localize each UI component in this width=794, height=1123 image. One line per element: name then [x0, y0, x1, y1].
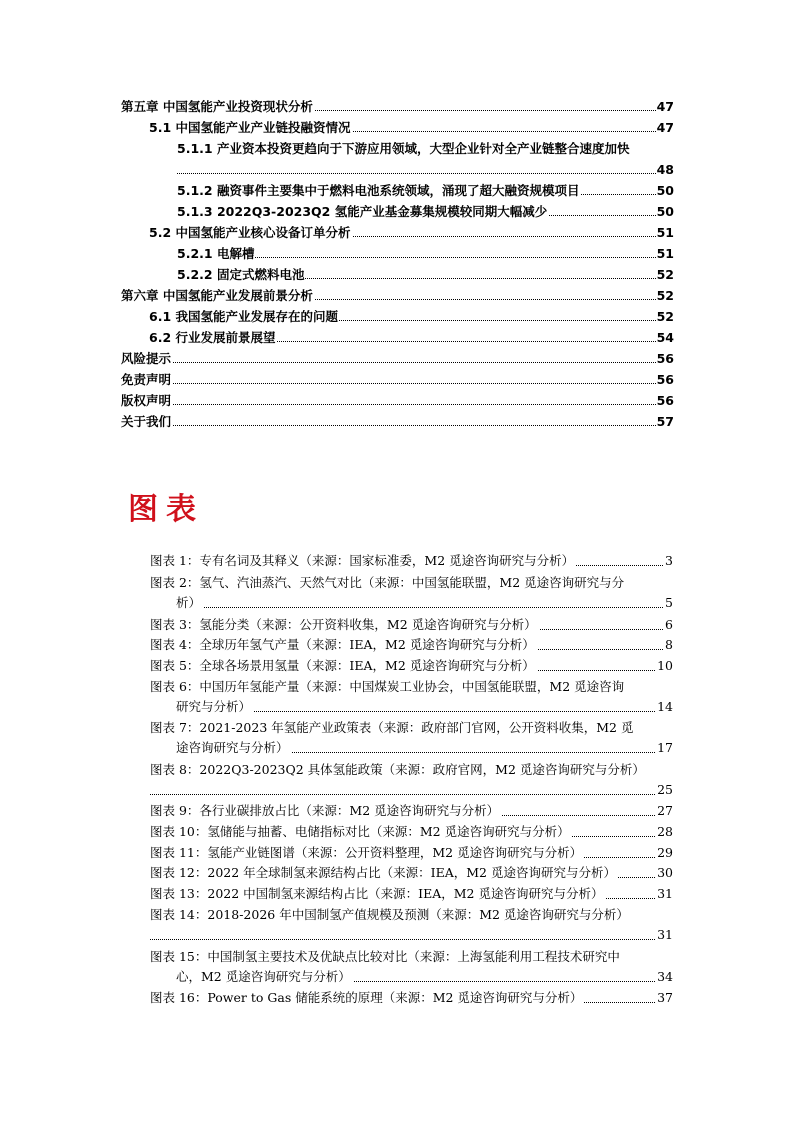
figure-label: 图表 2：氢气、汽油蒸汽、天然气对比（来源：中国氢能联盟，M2 觅途咨询研究与分 — [150, 575, 625, 590]
figure-entry-2[interactable] — [150, 573, 624, 593]
figure-entry-12[interactable] — [150, 863, 673, 883]
figure-entry-15-cont[interactable] — [176, 967, 673, 987]
toc-page: 54 — [656, 328, 674, 348]
figure-entry-4[interactable] — [150, 635, 673, 655]
toc-entry-chapter6[interactable] — [121, 286, 674, 306]
toc-label: 5.2.2 固定式燃料电池 — [177, 265, 305, 285]
figure-label: 图表 3：氢能分类（来源：公开资料收集，M2 觅途咨询研究与分析） — [150, 615, 539, 635]
toc-label: 版权声明 — [121, 391, 172, 411]
toc-entry-5-1[interactable] — [149, 118, 674, 138]
figure-entry-16[interactable] — [150, 988, 673, 1008]
toc-entry-5-1-1-cont[interactable] — [177, 160, 674, 180]
figure-label-cont: 心，M2 觅途咨询研究与分析） — [176, 967, 353, 987]
figure-label: 图表 6：中国历年氢能产量（来源：中国煤炭工业协会，中国氢能联盟，M2 觅途咨询 — [150, 679, 625, 694]
toc-entry-5-1-2[interactable] — [177, 181, 674, 201]
toc-entry-5-2-1[interactable] — [177, 244, 674, 264]
figure-entry-11[interactable] — [150, 843, 673, 863]
toc-label: 5.1 中国氢能产业产业链投融资情况 — [149, 118, 352, 138]
toc-entry-chapter5[interactable] — [121, 97, 674, 117]
figure-label: 图表 5：全球各场景用氢量（来源：IEA，M2 觅途咨询研究与分析） — [150, 656, 537, 676]
figure-label: 图表 13：2022 中国制氢来源结构占比（来源：IEA，M2 觅途咨询研究与分析） — [150, 884, 605, 904]
figure-entry-8[interactable] — [150, 760, 645, 780]
figure-page: 14 — [656, 697, 673, 717]
toc-entry-5-2-2[interactable] — [177, 265, 674, 285]
figure-entry-10[interactable] — [150, 822, 673, 842]
figure-page: 30 — [656, 863, 673, 883]
figure-entry-14-cont[interactable] — [150, 925, 673, 945]
figure-entry-7-cont[interactable] — [176, 738, 673, 758]
figure-page: 28 — [656, 822, 673, 842]
toc-page: 57 — [656, 412, 674, 432]
figure-entry-2-cont[interactable] — [176, 593, 673, 613]
figure-page: 27 — [656, 801, 673, 821]
figure-label: 图表 12：2022 年全球制氢来源结构占比（来源：IEA，M2 觅途咨询研究与分析） — [150, 863, 618, 883]
toc-entry-copyright[interactable] — [121, 391, 674, 411]
figure-entry-14[interactable] — [150, 905, 629, 925]
figure-entry-6-cont[interactable] — [176, 697, 673, 717]
toc-page: 51 — [656, 223, 674, 243]
figure-label: 图表 11：氢能产业链图谱（来源：公开资料整理，M2 觅途咨询研究与分析） — [150, 843, 584, 863]
toc-label: 6.1 我国氢能产业发展存在的问题 — [149, 307, 339, 327]
toc-entry-5-2[interactable] — [149, 223, 674, 243]
figure-label: 图表 1：专有名词及其释义（来源：国家标准委，M2 觅途咨询研究与分析） — [150, 551, 576, 571]
figure-label-cont: 途咨询研究与分析） — [176, 738, 291, 758]
toc-label: 5.1.2 融资事件主要集中于燃料电池系统领域，涌现了超大融资规模项目 — [177, 181, 580, 201]
figure-label-cont: 析） — [176, 593, 203, 613]
toc-entry-5-1-3[interactable] — [177, 202, 674, 222]
toc-label: 免责声明 — [121, 370, 172, 390]
toc-label: 5.1.1 产业资本投资更趋向于下游应用领域，大型企业针对全产业链整合速度加快 — [177, 141, 630, 156]
figure-label: 图表 4：全球历年氢气产量（来源：IEA，M2 觅途咨询研究与分析） — [150, 635, 537, 655]
toc-page: 56 — [656, 349, 674, 369]
toc-page: 47 — [656, 97, 674, 117]
figure-entry-9[interactable] — [150, 801, 673, 821]
toc-page: 51 — [656, 244, 674, 264]
toc-entry-5-1-1[interactable] — [177, 139, 629, 159]
figures-section-title: 图表 — [128, 492, 204, 527]
toc-label: 5.2 中国氢能产业核心设备订单分析 — [149, 223, 352, 243]
toc-label: 5.2.1 电解槽 — [177, 244, 255, 264]
toc-page: 56 — [656, 391, 674, 411]
figure-entry-13[interactable] — [150, 884, 673, 904]
figure-entry-5[interactable] — [150, 656, 673, 676]
figure-page: 29 — [656, 843, 673, 863]
toc-page: 52 — [656, 286, 674, 306]
figure-entry-8-cont[interactable] — [150, 780, 673, 800]
figure-label-cont: 研究与分析） — [176, 697, 253, 717]
toc-page: 48 — [656, 160, 674, 180]
figure-page: 31 — [656, 925, 673, 945]
figure-page: 25 — [656, 780, 673, 800]
toc-page: 52 — [656, 307, 674, 327]
toc-entry-6-2[interactable] — [149, 328, 674, 348]
figure-page: 31 — [656, 884, 673, 904]
figure-page: 3 — [664, 551, 673, 571]
figure-page: 6 — [664, 615, 673, 635]
toc-label: 6.2 行业发展前景展望 — [149, 328, 277, 348]
figure-label: 图表 9：各行业碳排放占比（来源：M2 觅途咨询研究与分析） — [150, 801, 501, 821]
toc-label: 5.1.3 2022Q3-2023Q2 氢能产业基金募集规模较同期大幅减少 — [177, 202, 548, 222]
figure-page: 5 — [664, 593, 673, 613]
toc-entry-disclaimer[interactable] — [121, 370, 674, 390]
figure-entry-1[interactable] — [150, 551, 673, 571]
figure-label: 图表 10：氢储能与抽蓄、电储指标对比（来源：M2 觅途咨询研究与分析） — [150, 822, 572, 842]
figure-entry-7[interactable] — [150, 718, 633, 738]
figure-page: 8 — [664, 635, 673, 655]
figure-entry-15[interactable] — [150, 947, 620, 967]
toc-label: 第六章 中国氢能产业发展前景分析 — [121, 286, 314, 306]
figure-page: 37 — [656, 988, 673, 1008]
toc-page: 56 — [656, 370, 674, 390]
toc-label: 风险提示 — [121, 349, 172, 369]
toc-page: 50 — [656, 202, 674, 222]
figure-label: 图表 16：Power to Gas 储能系统的原理（来源：M2 觅途咨询研究与分析） — [150, 988, 584, 1008]
figure-label: 图表 8：2022Q3-2023Q2 具体氢能政策（来源：政府官网，M2 觅途咨询研究与分析） — [150, 762, 645, 777]
toc-label: 第五章 中国氢能产业投资现状分析 — [121, 97, 314, 117]
figure-page: 34 — [656, 967, 673, 987]
toc-entry-risk[interactable] — [121, 349, 674, 369]
figure-page: 17 — [656, 738, 673, 758]
figure-entry-6[interactable] — [150, 677, 624, 697]
toc-entry-about[interactable] — [121, 412, 674, 432]
figure-entry-3[interactable] — [150, 615, 673, 635]
figure-page: 10 — [656, 656, 673, 676]
toc-page: 47 — [656, 118, 674, 138]
toc-page: 50 — [656, 181, 674, 201]
toc-page: 52 — [656, 265, 674, 285]
figure-label: 图表 15：中国制氢主要技术及优缺点比较对比（来源：上海氢能利用工程技术研究中 — [150, 949, 620, 964]
toc-label: 关于我们 — [121, 412, 172, 432]
figure-label: 图表 14：2018-2026 年中国制氢产值规模及预测（来源：M2 觅途咨询研究与分析） — [150, 907, 629, 922]
figure-label: 图表 7：2021-2023 年氢能产业政策表（来源：政府部门官网，公开资料收集，M2 觅 — [150, 720, 634, 735]
toc-entry-6-1[interactable] — [149, 307, 674, 327]
